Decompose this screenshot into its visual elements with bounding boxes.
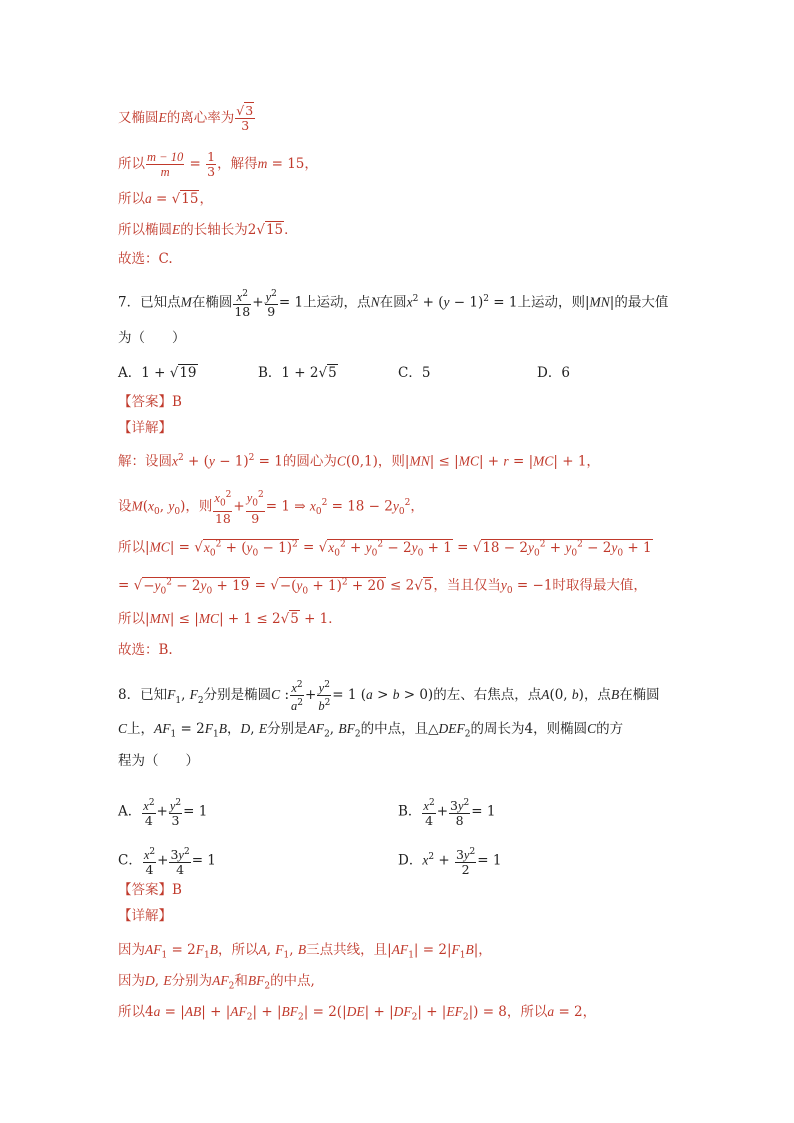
q7-solution-line-2: 设$M(x_0$, $y_0$)，则 $\frac{x_0^2}{18}$ + $\frac{y_0^2}{9}$ = 1 ⇒ $x_0^2 = 18 - 2y_0^2$， — [118, 490, 424, 526]
line-eccentricity: 又椭圆E的离心率为 $\frac{√3}{3}$ — [118, 103, 254, 133]
q7-option-a[interactable]: A．1 + √19 — [118, 365, 197, 381]
q7-solution-line-5: 所以|MN| ≤ |MC| + 1 ≤ 2√5 + 1． — [118, 611, 342, 627]
q8-solution-line-1: 因为$AF_1 = 2F_1B$，所以A, $F_1$, B三点共线，且$|AF_1| = 2|F_1B|$， — [118, 942, 492, 961]
q8-option-a[interactable]: A． $\frac{x^2}{4}$ + $\frac{y^2}{3}$ = 1 — [118, 798, 208, 829]
q7-solution-line-4: = $√-y_0^2 - 2y_0 + 19 = √-(y_0 + 1)^2 + 20 \le 2√5$，当且仅当$y_0 = -1$时取得最大值， — [118, 577, 647, 597]
q7-option-c[interactable]: C．5 — [398, 365, 431, 381]
q7-choose-b: 故选：B. — [118, 642, 173, 658]
question-7-stem: 7．已知点M在椭圆 $\frac{x^2}{18}$ + $\frac{y^2}{9}$ = 1上运动，点N在圆$x^2 + (y - 1)^2 = 1$上运动，则|MN|的最大值 — [118, 289, 669, 320]
q7-solution-line-3: 所以$|MC| = √x_0^2 + (y_0 - 1)^2 = √x_0^2 + y_0^2 - 2y_0 + 1 = √18 - 2y_0^2 + y_0^2 - 2y_0 + 1$ — [118, 539, 652, 559]
line-a-value: 所以a = √15， — [118, 191, 213, 207]
q8-option-b[interactable]: B． $\frac{x^2}{4}$ + $\frac{3y^2}{8}$ = 1 — [398, 798, 496, 829]
question-7-stem-cont: 为（ ） — [118, 330, 186, 346]
line-choose-c: 故选：C. — [118, 251, 173, 267]
line-major-axis: 所以椭圆E的长轴长为2√15． — [118, 222, 298, 238]
question-8-stem: 8．已知$F_1$, $F_2$分别是椭圆C : $\frac{x^2}{a^2}$ + $\frac{y^2}{b^2}$ = 1 (a > b > 0)的左、右焦点，点A(0, b)，点B在椭圆 — [118, 680, 660, 714]
q7-answer: 【答案】B — [118, 394, 182, 410]
q8-detail-label: 【详解】 — [118, 908, 172, 924]
q8-solution-line-2: 因为D, E分别为$AF_2$和$BF_2$的中点, — [118, 973, 315, 992]
q7-option-b[interactable]: B．1 + 2√5 — [258, 365, 337, 381]
line-solve-m: 所以 $\frac{m - 10}{m}$ = $\frac{1}{3}$ ，解得m = 15， — [118, 149, 318, 179]
question-8-stem-end: 程为（ ） — [118, 753, 199, 769]
q7-option-d[interactable]: D．6 — [537, 365, 570, 381]
q8-option-d[interactable]: D．$x^2$ + $\frac{3y^2}{2}$ = 1 — [398, 847, 502, 878]
q7-detail-label: 【详解】 — [118, 420, 172, 436]
q7-solution-line-1: 解：设圆$x^2 + (y - 1)^2 = 1$的圆心为C(0,1)，则|MN| ≤ |MC| + r = |MC| + 1， — [118, 453, 600, 470]
question-8-stem-cont: C上，$AF_1 = 2F_1B$，D, E分别是$AF_2$, $BF_2$的中点，且$\triangle DEF_2$的周长为4，则椭圆C的方 — [118, 721, 624, 740]
q8-option-c[interactable]: C． $\frac{x^2}{4}$ + $\frac{3y^2}{4}$ = 1 — [118, 847, 216, 878]
q8-solution-line-3: 所以$4a = |AB| + |AF_2| + |BF_2| = 2(|DE| + |DF_2| + |EF_2|) = 8$，所以a = 2， — [118, 1004, 597, 1023]
q8-answer: 【答案】B — [118, 882, 182, 898]
